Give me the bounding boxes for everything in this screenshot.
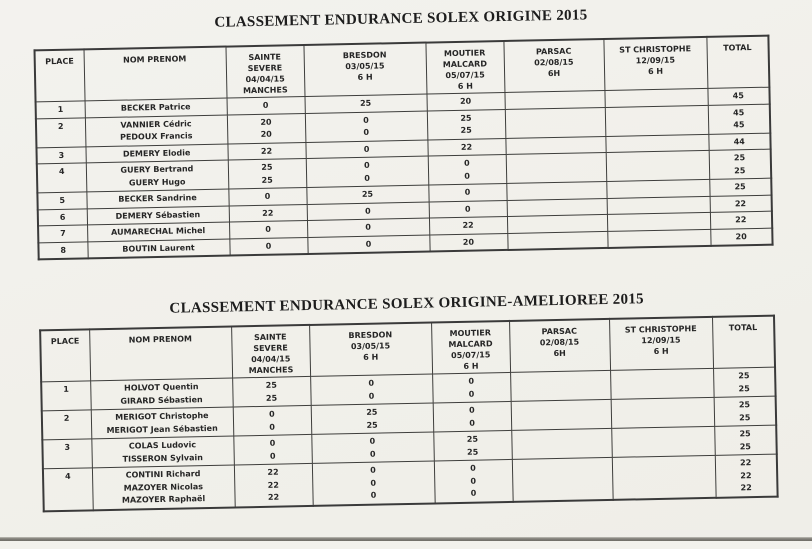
column-header-nom-prenom: NOM PRENOM (89, 327, 232, 381)
score-cell-parsac (504, 90, 604, 109)
score-cell-bresdon: 0 0 0 (312, 461, 435, 505)
column-header-st-christophe: ST CHRISTOPHE 12/09/15 6 H (603, 37, 707, 91)
place-cell: 1 (36, 101, 85, 118)
column-header-parsac: PARSAC 02/08/15 6H (509, 319, 610, 372)
place-cell: 4 (37, 163, 87, 193)
score-cell-sainte-severe: 22 (229, 204, 307, 222)
name-cell: VANNIER Cédric PEDOUX Francis (85, 115, 228, 147)
score-cell-sainte-severe: 0 0 (233, 405, 312, 436)
score-cell-st-christophe (612, 455, 716, 499)
total-cell: 25 25 (714, 396, 777, 426)
score-cell-moutier-malcard: 22 (429, 216, 507, 234)
score-cell-st-christophe (606, 150, 710, 181)
name-cell: GUERY Bertrand GUERY Hugo (86, 160, 229, 192)
score-cell-moutier-malcard: 0 (429, 200, 507, 218)
place-cell: 3 (42, 439, 92, 469)
score-cell-st-christophe (604, 88, 707, 107)
score-cell-sainte-severe: 25 25 (232, 376, 311, 407)
place-cell: 3 (36, 146, 85, 163)
score-cell-bresdon: 0 (305, 140, 427, 159)
score-cell-st-christophe (606, 179, 709, 198)
score-cell-bresdon: 0 (307, 235, 429, 254)
score-cell-bresdon: 0 0 (306, 156, 429, 187)
score-cell-parsac (507, 198, 607, 217)
total-cell: 45 (707, 87, 769, 105)
score-cell-bresdon: 0 0 (311, 432, 434, 463)
score-cell-parsac (506, 181, 606, 200)
score-cell-sainte-severe: 22 22 22 (234, 463, 313, 507)
column-header-place: PLACE (35, 49, 85, 101)
score-cell-st-christophe (607, 196, 710, 215)
score-cell-sainte-severe: 0 (227, 97, 305, 115)
column-header-st-christophe: ST CHRISTOPHE 12/09/15 6 H (609, 317, 713, 371)
score-cell-moutier-malcard: 0 0 (432, 372, 511, 403)
score-cell-sainte-severe: 25 25 (228, 158, 307, 189)
total-cell: 25 (709, 178, 771, 196)
column-header-sainte-severe: SAINTE SEVERE 04/04/15 MANCHES (225, 45, 304, 98)
column-header-moutier-malcard: MOUTIER MALCARD 05/07/15 6 H (425, 41, 504, 94)
score-cell-sainte-severe: 22 (227, 142, 305, 160)
name-cell: BOUTIN Laurent (87, 239, 229, 259)
score-cell-moutier-malcard: 20 (429, 233, 507, 252)
place-cell: 2 (36, 117, 86, 147)
total-cell: 22 22 22 (715, 454, 778, 497)
column-header-moutier-malcard: MOUTIER MALCARD 05/07/15 6 H (431, 321, 510, 374)
total-cell: 20 (710, 228, 772, 246)
score-cell-bresdon: 0 (307, 218, 429, 237)
name-cell: DEMERY Elodie (85, 144, 227, 163)
score-cell-st-christophe (610, 368, 714, 399)
score-cell-bresdon: 0 0 (310, 374, 433, 405)
classement-origine-table (33, 35, 773, 261)
score-cell-moutier-malcard: 0 0 0 (434, 459, 513, 503)
scanner-edge (0, 537, 812, 541)
score-cell-st-christophe (611, 426, 715, 457)
column-header-nom-prenom: NOM PRENOM (84, 47, 227, 101)
score-cell-parsac (505, 136, 605, 155)
score-cell-parsac (507, 214, 607, 233)
score-cell-parsac (512, 457, 613, 501)
place-cell: 7 (38, 225, 87, 242)
score-cell-moutier-malcard: 25 25 (427, 109, 506, 140)
name-cell: BECKER Patrice (85, 98, 227, 117)
classement-origine-amelioree-table (39, 315, 779, 512)
column-header-sainte-severe: SAINTE SEVERE 04/04/15 MANCHES (231, 325, 310, 378)
score-cell-sainte-severe: 0 (228, 187, 306, 205)
classement-origine-amelioree-title: CLASSEMENT ENDURANCE SOLEX ORIGINE-AMELIOREE 2015 (169, 291, 645, 317)
score-cell-parsac (506, 152, 607, 183)
place-cell: 1 (41, 381, 91, 411)
column-header-bresdon: BRESDON 03/05/15 6 H (303, 43, 426, 97)
score-cell-parsac (511, 428, 612, 459)
place-cell: 2 (42, 410, 92, 440)
total-cell: 45 45 (708, 104, 771, 134)
column-header-bresdon: BRESDON 03/05/15 6 H (309, 323, 432, 377)
score-cell-st-christophe (605, 134, 708, 153)
score-cell-st-christophe (607, 212, 710, 231)
name-cell: AUMARECHAL Michel (87, 222, 229, 241)
name-cell: MERIGOT Christophe MERIGOT Jean Sébastien (91, 407, 234, 439)
place-cell: 8 (38, 241, 87, 259)
score-cell-parsac (507, 231, 607, 250)
total-cell: 25 25 (714, 425, 777, 455)
name-cell: BECKER Sandrine (86, 189, 228, 208)
column-header-place: PLACE (40, 329, 90, 381)
place-cell: 6 (38, 208, 87, 225)
score-cell-parsac (510, 370, 611, 401)
total-cell: 22 (710, 195, 772, 213)
total-cell: 25 25 (713, 367, 776, 397)
place-cell: 4 (43, 468, 93, 511)
place-cell: 5 (37, 192, 86, 209)
score-cell-bresdon: 0 (307, 202, 429, 221)
classement-origine-title: CLASSEMENT ENDURANCE SOLEX ORIGINE 2015 (214, 7, 588, 31)
score-cell-sainte-severe: 20 20 (227, 113, 306, 144)
score-cell-parsac (511, 399, 612, 430)
score-cell-moutier-malcard: 0 0 (433, 401, 512, 432)
name-cell: COLAS Ludovic TISSERON Sylvain (91, 436, 234, 468)
score-cell-bresdon: 25 (304, 94, 426, 113)
column-header-parsac: PARSAC 02/08/15 6H (503, 39, 604, 92)
total-cell: 22 (710, 211, 772, 229)
name-cell: HOLVOT Quentin GIRARD Sébastien (90, 378, 233, 410)
score-cell-sainte-severe: 0 0 (233, 434, 312, 465)
score-cell-moutier-malcard: 25 25 (433, 430, 512, 461)
score-cell-st-christophe (607, 229, 710, 248)
score-cell-bresdon: 0 0 (305, 111, 428, 142)
name-cell: CONTINI Richard MAZOYER Nicolas MAZOYER Raphaël (92, 465, 235, 510)
score-cell-bresdon: 25 (306, 185, 428, 204)
total-cell: 44 (708, 133, 770, 151)
score-cell-parsac (505, 107, 606, 138)
name-cell: DEMERY Sébastien (87, 206, 229, 225)
column-header-total: TOTAL (706, 36, 769, 89)
total-cell: 25 25 (709, 149, 772, 179)
score-cell-moutier-malcard: 22 (427, 138, 505, 156)
score-cell-sainte-severe: 0 (229, 220, 307, 238)
score-cell-moutier-malcard: 20 (426, 92, 504, 110)
score-cell-st-christophe (605, 105, 709, 136)
column-header-total: TOTAL (712, 316, 775, 369)
score-cell-moutier-malcard: 0 0 (428, 154, 507, 185)
score-cell-bresdon: 25 25 (311, 403, 434, 434)
score-cell-moutier-malcard: 0 (428, 183, 506, 201)
score-cell-st-christophe (611, 397, 715, 428)
score-cell-sainte-severe: 0 (229, 237, 307, 256)
